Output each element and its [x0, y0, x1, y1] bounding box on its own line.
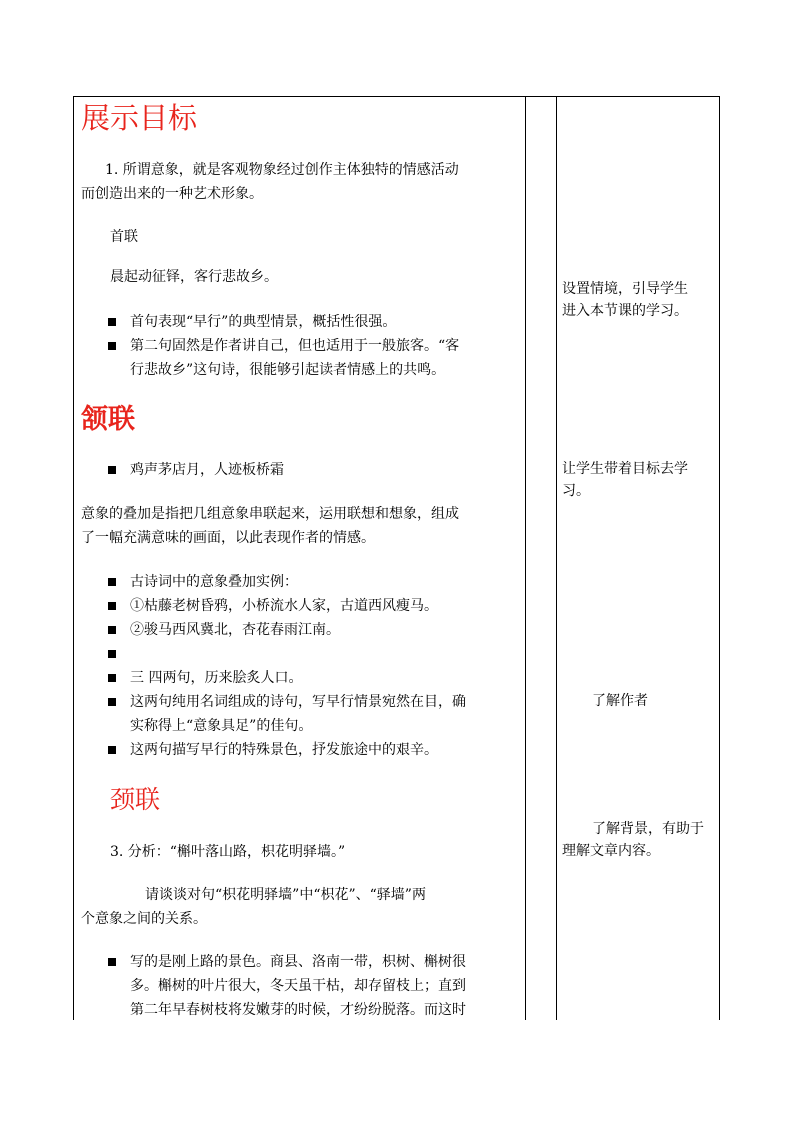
- bullet-square-icon: [108, 342, 116, 350]
- section-title-hanlian: 颔联: [81, 404, 135, 435]
- bullet-square-icon: [108, 958, 116, 966]
- list-item-continuation: 实称得上“意象具足”的佳句。: [130, 718, 313, 734]
- table-divider-1: [525, 96, 526, 1020]
- list-item-continuation: 行悲故乡”这句诗，很能够引起读者情感上的共鸣。: [130, 362, 446, 378]
- table-left-border: [73, 96, 74, 1020]
- bullet-square-icon: [108, 698, 116, 706]
- list-item-continuation: 多。槲树的叶片很大，冬天虽干枯，却存留枝上；直到: [130, 978, 466, 994]
- side-note-2-line2: 习。: [562, 483, 590, 499]
- bullet-square-icon: [108, 466, 116, 474]
- bullet-square-icon: [108, 674, 116, 682]
- list-item-continuation: 第二年早春树枝将发嫩芽的时候，才纷纷脱落。而这时: [130, 1002, 466, 1018]
- couplet-shoulian: 晨起动征铎，客行悲故乡。: [110, 269, 278, 285]
- paragraph-overlay-line2: 了一幅充满意味的画面，以此表现作者的情感。: [81, 530, 375, 546]
- document-page: 展示目标 1. 所谓意象，就是客观物象经过创作主体独特的情感活动 而创造出来的一种艺术形象。 首联 晨起动征铎，客行悲故乡。 首句表现“早行”的典型情景，概括性很强。 第二句固然是作者讲自己，但也适用于一般旅客。“客 行悲故乡”这句诗，很能够引起读者情感上的共鸣。 颔联 鸡声茅店月，人迹板桥霜 意象的叠加是指把几组意象串联起来，运用联想和想象，组成 了一幅充满意味的画面，以此表现作者的情感。 古诗词中的意象叠加实例： ①枯藤老树昏鸦，小桥流水人家，古道西风瘦马。 ②骏马西风冀北，杏花春雨江南。 三 四两句，历来脍炙人口。 这两句纯用名词组成的诗句，写早行情景宛然在目，确 实称得上“意象具足”的佳句。 这两句描写早行的特殊景色，抒发旅途中的艰辛。 颈联 3. 分析：“槲叶落山路，枳花明驿墙。” 请谈谈对句“枳花明驿墙”中“枳花”、“驿墙”两 个意象之间的关系。 写的是刚上路的景色。商县、洛南一带，枳树、槲树很 多。槲树的叶片很大，冬天虽干枯，却存留枝上；直到 第二年早春树枝将发嫩芽的时候，才纷纷脱落。而这时 设置情境，引导学生 进入本节课的学习。 让学生带着目标去学 习。 了解作者 了解背景，有助于 理解文章内容。: [0, 0, 794, 1123]
- table-right-border: [719, 96, 720, 1020]
- paragraph-analysis: 3. 分析：“槲叶落山路，枳花明驿墙。”: [110, 844, 346, 860]
- bullet-square-icon: [108, 602, 116, 610]
- paragraph-definition-line2: 而创造出来的一种艺术形象。: [81, 186, 263, 202]
- table-top-border: [73, 96, 720, 97]
- side-note-4-line2: 理解文章内容。: [562, 843, 660, 859]
- paragraph-definition-line1: 1. 所谓意象，就是客观物象经过创作主体独特的情感活动: [105, 162, 459, 178]
- side-note-3: 了解作者: [592, 693, 648, 709]
- label-shoulian: 首联: [110, 229, 138, 245]
- bullet-square-icon: [108, 578, 116, 586]
- side-note-1-line1: 设置情境，引导学生: [562, 281, 688, 297]
- table-divider-2: [556, 96, 557, 1020]
- bullet-square-icon: [108, 746, 116, 754]
- section-title-zhanshi: 展示目标: [81, 101, 198, 135]
- bullet-square-icon: [108, 650, 116, 658]
- side-note-2-line1: 让学生带着目标去学: [562, 461, 688, 477]
- side-note-4-line1: 了解背景，有助于: [592, 821, 704, 837]
- bullet-square-icon: [108, 318, 116, 326]
- bullet-square-icon: [108, 626, 116, 634]
- paragraph-question-line1: 请谈谈对句“枳花明驿墙”中“枳花”、“驿墙”两: [145, 887, 426, 903]
- side-note-1-line2: 进入本节课的学习。: [562, 303, 688, 319]
- section-title-jinglian: 颈联: [110, 785, 161, 814]
- paragraph-question-line2: 个意象之间的关系。: [81, 911, 207, 927]
- paragraph-overlay-line1: 意象的叠加是指把几组意象串联起来，运用联想和想象，组成: [81, 506, 459, 522]
